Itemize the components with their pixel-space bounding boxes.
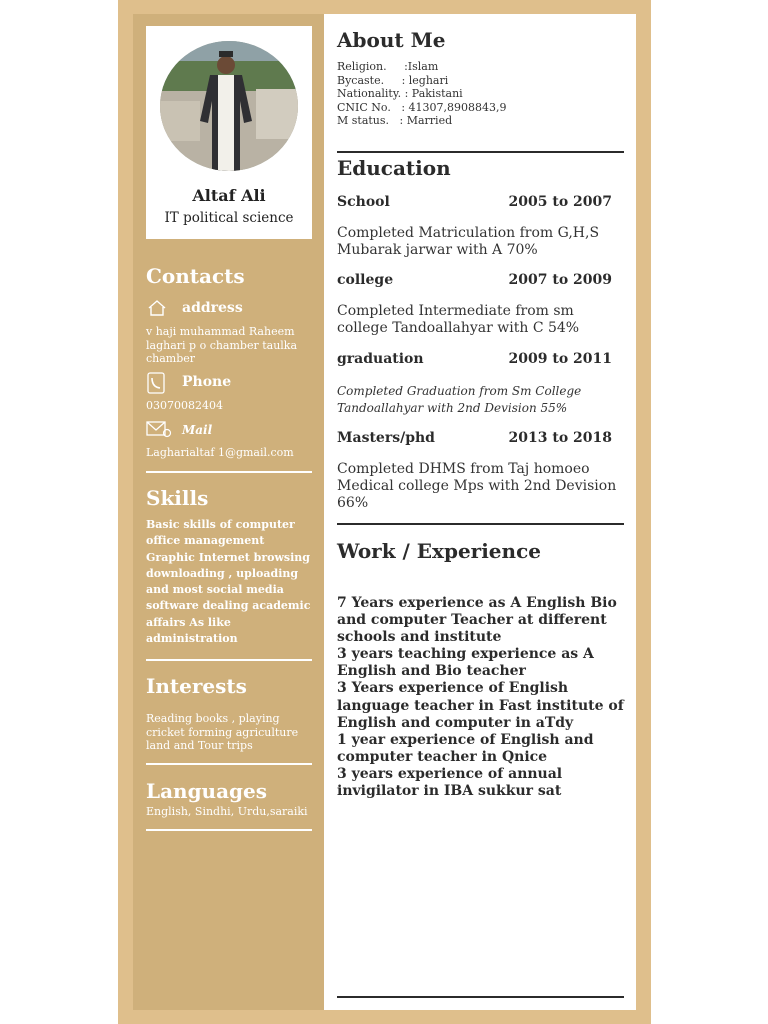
divider bbox=[337, 151, 624, 153]
languages-text: English, Sindhi, Urdu,saraiki bbox=[146, 805, 308, 818]
work-heading: Work / Experience bbox=[337, 539, 541, 563]
divider bbox=[146, 829, 312, 831]
edu-desc: Completed DHMS from Taj homoeo Medical college Mps with 2nd Devision 66% bbox=[337, 461, 617, 511]
status-line: M status. : Married bbox=[337, 114, 453, 127]
profile-photo bbox=[160, 41, 298, 171]
divider bbox=[337, 523, 624, 525]
about-details bbox=[337, 60, 507, 128]
about-heading: About Me bbox=[337, 28, 446, 52]
divider bbox=[337, 996, 624, 998]
religion-line: Religion. :Islam bbox=[337, 60, 439, 73]
edu-label: School bbox=[337, 194, 390, 210]
mail-icon bbox=[146, 420, 170, 440]
contacts-heading: Contacts bbox=[146, 264, 245, 288]
interests-text: Reading books , playing cricket forming agriculture land and Tour trips bbox=[146, 712, 299, 752]
edu-years: 2007 to 2009 bbox=[508, 272, 612, 288]
profile-title: IT political science bbox=[164, 210, 294, 226]
address-label: address bbox=[182, 300, 243, 316]
phone-label: Phone bbox=[182, 374, 232, 390]
nationality-line: Nationality. : Pakistani bbox=[337, 87, 463, 100]
profile-name: Altaf Ali bbox=[192, 186, 266, 205]
education-heading: Education bbox=[337, 156, 451, 180]
edu-desc: Completed Intermediate from sm college Tandoallahyar with C 54% bbox=[337, 303, 580, 336]
profile-card bbox=[146, 26, 312, 239]
address-text: v haji muhammad Raheem laghari p o chamber taulka chamber bbox=[146, 325, 298, 365]
languages-heading: Languages bbox=[146, 779, 268, 803]
edu-label: college bbox=[337, 272, 394, 288]
skills-text: Basic skills of computer office management Graphic Internet browsing downloading , uploading and most social media software dealing academic affairs As like administration bbox=[146, 518, 311, 646]
edu-label: Masters/phd bbox=[337, 430, 435, 446]
cnic-line: CNIC No. : 41307,8908843,9 bbox=[337, 100, 507, 114]
work-text: 7 Years experience as A English Bio and computer Teacher at different schools and institute 3 years teaching experience as A English and Bio teacher 3 Years experience of English language teacher in Fast institute of English and computer in aTdy 1 year experience of English and computer teacher in Qnice 3 years experience of annual invigilator in IBA sukkur sat bbox=[337, 595, 624, 800]
home-icon bbox=[146, 299, 170, 319]
mail-text: Lagharialtaf 1@gmail.com bbox=[146, 446, 294, 459]
edu-desc: Completed Matriculation from G,H,S Mubarak jarwar with A 70% bbox=[337, 225, 600, 258]
phone-icon bbox=[146, 372, 170, 392]
divider bbox=[146, 659, 312, 661]
skills-heading: Skills bbox=[146, 486, 209, 510]
divider bbox=[146, 763, 312, 765]
interests-heading: Interests bbox=[146, 674, 247, 698]
caste-line: Bycaste. : leghari bbox=[337, 73, 449, 87]
mail-label: Mail bbox=[182, 423, 213, 437]
edu-years: 2005 to 2007 bbox=[508, 194, 612, 210]
edu-years: 2009 to 2011 bbox=[508, 351, 612, 367]
divider bbox=[146, 471, 312, 473]
phone-text: 03070082404 bbox=[146, 399, 223, 412]
edu-desc: Completed Graduation from Sm College Tandoallahyar with 2nd Devision 55% bbox=[337, 384, 582, 415]
edu-label: graduation bbox=[337, 351, 424, 367]
edu-years: 2013 to 2018 bbox=[508, 430, 612, 446]
